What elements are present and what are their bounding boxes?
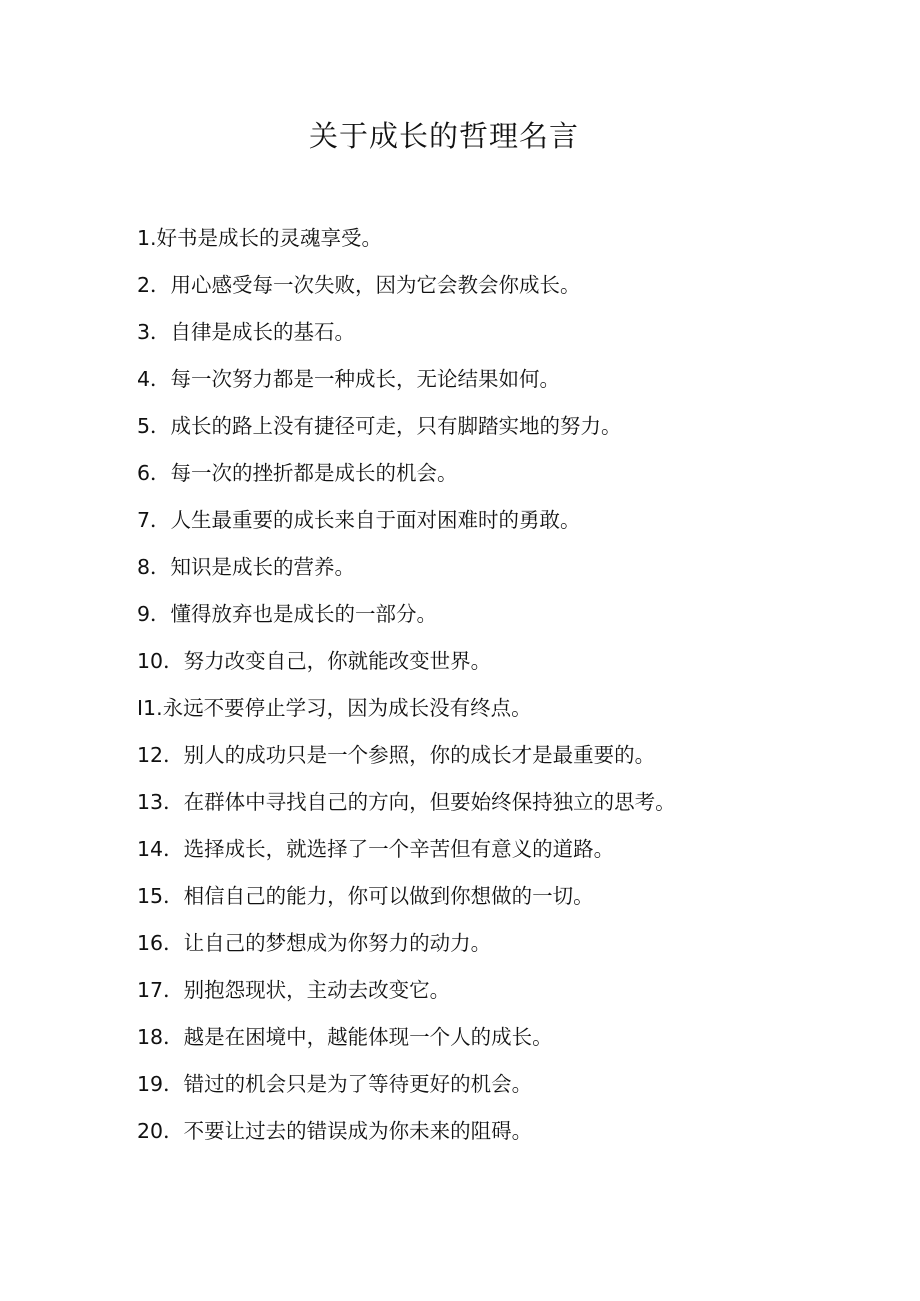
list-item: 1.好书是成长的灵魂享受。 — [137, 226, 383, 250]
quote-list — [137, 218, 877, 1158]
list-item: 19．错过的机会只是为了等待更好的机会。 — [137, 1072, 533, 1096]
list-item: 3．自律是成长的基石。 — [137, 320, 356, 344]
list-item: 2．用心感受每一次失败，因为它会教会你成长。 — [137, 273, 581, 297]
list-item: 8．知识是成长的营养。 — [137, 555, 356, 579]
list-item: 16．让自己的梦想成为你努力的动力。 — [137, 931, 492, 955]
page-title: 关于成长的哲理名言 — [308, 119, 579, 153]
list-item: 6．每一次的挫折都是成长的机会。 — [137, 461, 458, 485]
list-item: 7．人生最重要的成长来自于面对困难时的勇敢。 — [137, 508, 581, 532]
list-item: 14．选择成长，就选择了一个辛苦但有意义的道路。 — [137, 837, 615, 861]
list-item: 4．每一次努力都是一种成长，无论结果如何。 — [137, 367, 561, 391]
list-item: 17．别抱怨现状，主动去改变它。 — [137, 978, 451, 1002]
list-item: 12．别人的成功只是一个参照，你的成长才是最重要的。 — [137, 743, 656, 767]
list-item: 5．成长的路上没有捷径可走，只有脚踏实地的努力。 — [137, 414, 622, 438]
list-item: I1.永远不要停止学习，因为成长没有终点。 — [137, 696, 532, 720]
list-item: 15．相信自己的能力，你可以做到你想做的一切。 — [137, 884, 594, 908]
list-item: 9．懂得放弃也是成长的一部分。 — [137, 602, 438, 626]
list-item: 18．越是在困境中，越能体现一个人的成长。 — [137, 1025, 553, 1049]
list-item: 20．不要让过去的错误成为你未来的阻碍。 — [137, 1119, 533, 1143]
list-item: 10．努力改变自己，你就能改变世界。 — [137, 649, 492, 673]
list-item: 13．在群体中寻找自己的方向，但要始终保持独立的思考。 — [137, 790, 676, 814]
